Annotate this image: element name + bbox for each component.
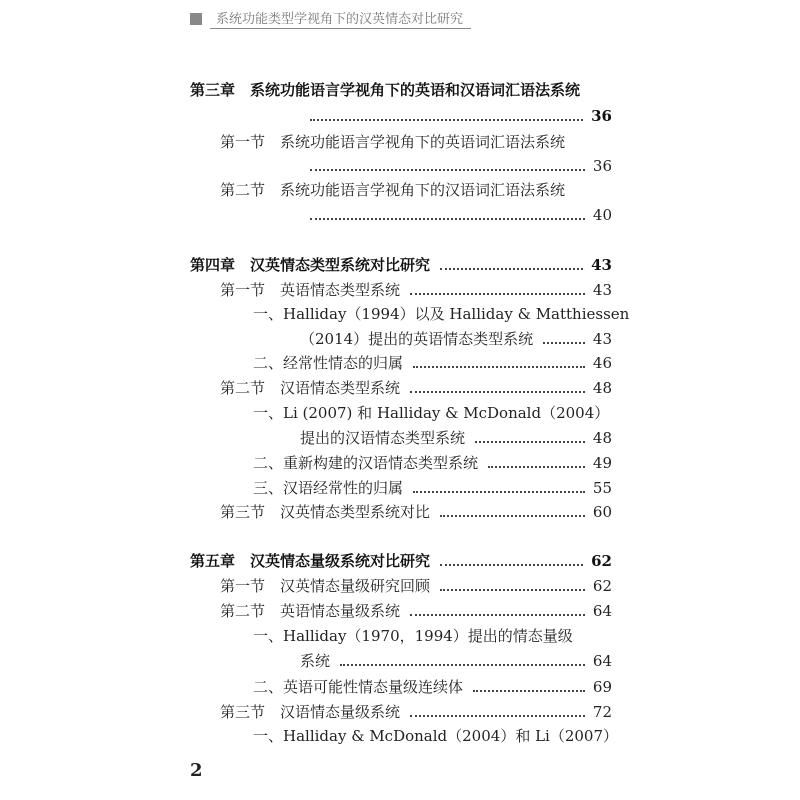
running-title: 系统功能类型学视角下的汉英情态对比研究: [210, 8, 471, 29]
toc-entry-page: 64: [592, 652, 612, 670]
toc-entry-title: 提出的汉语情态类型系统: [300, 429, 466, 447]
dot-leader: [488, 466, 585, 468]
toc-entry-item: [253, 349, 612, 373]
toc-entry-section-cont: [300, 152, 612, 176]
toc-entry-title: 第三节 汉语情态量级系统: [220, 703, 401, 721]
toc-entry-title: 第一节 系统功能语言学视角下的英语词汇语法系统: [220, 133, 566, 151]
toc-entry-page: 72: [592, 703, 612, 721]
dot-leader: [310, 169, 585, 171]
header-square-icon: [190, 13, 202, 25]
toc-entry-item-cont: [300, 325, 612, 349]
toc-entry-title: 第五章 汉英情态量级系统对比研究: [190, 552, 431, 570]
running-header: [190, 8, 471, 29]
dot-leader: [543, 342, 585, 344]
toc-entry-title: 一、Halliday（1970，1994）提出的情态量级: [253, 627, 573, 645]
toc-entry-page: 62: [591, 552, 612, 570]
dot-leader: [310, 119, 583, 121]
toc-entry-title: 第一节 英语情态类型系统: [220, 281, 401, 299]
toc-entry-page: 43: [591, 256, 612, 274]
toc-entry-title: 三、汉语经常性的归属: [253, 479, 404, 497]
toc-entry-chapter: [190, 547, 612, 571]
toc-entry-item-cont: [300, 647, 612, 671]
toc-entry-page: 46: [592, 354, 612, 372]
toc-entry-item: [253, 300, 630, 324]
toc-entry-section: [220, 374, 612, 398]
toc-entry-title: 二、经常性情态的归属: [253, 354, 404, 372]
toc-entry-item: [253, 622, 612, 646]
toc-entry-section-cont: [300, 201, 612, 225]
page-number: 2: [190, 760, 203, 781]
toc-entry-page: 64: [592, 602, 612, 620]
toc-entry-section: [220, 597, 612, 621]
toc-entry-title: 第二节 汉语情态类型系统: [220, 379, 401, 397]
toc-entry-title: 一、Li (2007) 和 Halliday & McDonald（2004）: [253, 404, 610, 422]
toc-entry-title: 二、重新构建的汉语情态类型系统: [253, 454, 479, 472]
toc-entry-page: 40: [592, 206, 612, 224]
toc-entry-page: 60: [592, 503, 612, 521]
toc-entry-section: [220, 276, 612, 300]
dot-leader: [440, 564, 583, 566]
toc-entry-page: 62: [592, 577, 612, 595]
toc-entry-chapter: [190, 251, 612, 275]
dot-leader: [410, 614, 585, 616]
toc-entry-title: 系统: [300, 652, 331, 670]
dot-leader: [475, 441, 585, 443]
toc-entry-item: [253, 722, 619, 746]
toc-entry-section: [220, 176, 612, 200]
dot-leader: [310, 218, 585, 220]
toc-entry-title: 一、Halliday & McDonald（2004）和 Li（2007）: [253, 727, 619, 745]
dot-leader: [413, 491, 585, 493]
toc-entry-page: 43: [592, 330, 612, 348]
dot-leader: [410, 715, 585, 717]
toc-entry-item: [253, 399, 612, 423]
toc-entry-item: [253, 474, 612, 498]
toc-entry-title: 第二节 系统功能语言学视角下的汉语词汇语法系统: [220, 181, 566, 199]
toc-entry-section: [220, 128, 612, 152]
dot-leader: [473, 690, 585, 692]
toc-entry-item: [253, 449, 612, 473]
toc-entry-title: 第二节 英语情态量级系统: [220, 602, 401, 620]
toc-entry-section: [220, 498, 612, 522]
dot-leader: [440, 589, 585, 591]
toc-entry-page: 43: [592, 281, 612, 299]
dot-leader: [410, 391, 585, 393]
toc-entry-title: 第一节 汉英情态量级研究回顾: [220, 577, 431, 595]
dot-leader: [410, 293, 585, 295]
toc-entry-title: 一、Halliday（1994）以及 Halliday & Matthiessen: [253, 305, 630, 323]
toc-entry-title: 第三章 系统功能语言学视角下的英语和汉语词汇语法系统: [190, 81, 581, 99]
toc-entry-page: 49: [592, 454, 612, 472]
toc-entry-title: 第四章 汉英情态类型系统对比研究: [190, 256, 431, 274]
toc-entry-page: 69: [592, 678, 612, 696]
toc-entry-page: 48: [592, 429, 612, 447]
dot-leader: [440, 515, 585, 517]
toc-entry-page: 36: [591, 107, 612, 125]
toc-entry-title: 二、英语可能性情态量级连续体: [253, 678, 464, 696]
dot-leader: [340, 664, 585, 666]
toc-entry-page: 48: [592, 379, 612, 397]
toc-entry-title: 第三节 汉英情态类型系统对比: [220, 503, 431, 521]
dot-leader: [440, 268, 583, 270]
toc-entry-page: 36: [592, 157, 612, 175]
toc-entry-section: [220, 698, 612, 722]
toc-entry-page: 55: [592, 479, 612, 497]
toc-entry-item: [253, 673, 612, 697]
toc-entry-chapter: [190, 76, 612, 100]
dot-leader: [413, 366, 585, 368]
toc-entry-section: [220, 572, 612, 596]
toc-entry-chapter-cont: [300, 102, 612, 126]
toc-entry-item-cont: [300, 424, 612, 448]
toc-entry-title: （2014）提出的英语情态类型系统: [300, 330, 534, 348]
